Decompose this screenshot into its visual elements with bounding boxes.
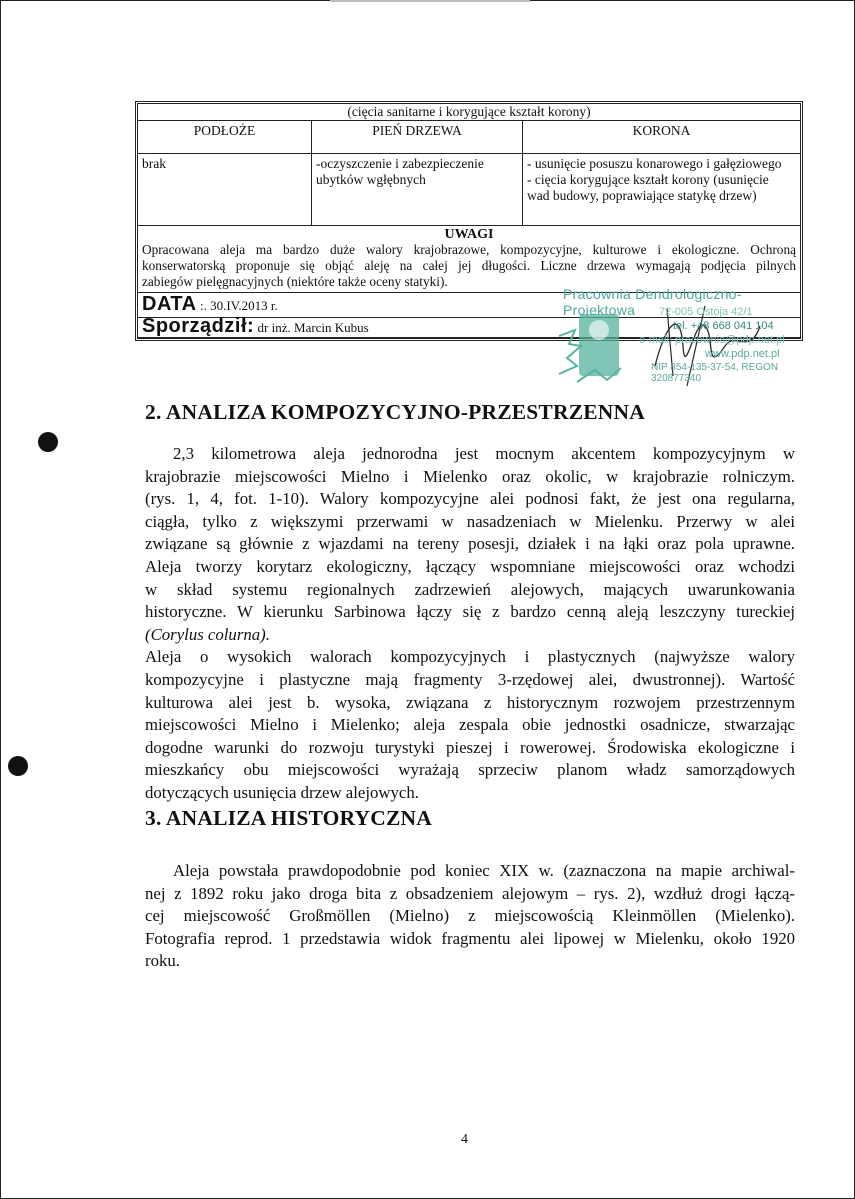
cell-korona [522, 154, 800, 225]
table-columns-row [138, 121, 800, 154]
body-line: miejscowości Mielno i Mielenko; aleja zespala obie jednostki osadnicze, stwarzając [145, 715, 795, 735]
section-3-body [145, 860, 795, 973]
stamp-tax-ids: NIP 854-135-37-54, REGON 320877340 [651, 362, 779, 384]
uwagi-line: konserwatorską proponuje się objąć aleję na całej jej długości. Liczne drzewa wymagają podjęcia pilnych [142, 258, 796, 273]
uwagi-line: zabiegów pielęgnacyjnych (niektóre także oceny statyki). [142, 274, 448, 289]
punch-hole-top [38, 432, 58, 452]
uwagi-title: UWAGI [444, 227, 494, 242]
stamp-email: e-mail: pracownia@pdp.net.pl [639, 334, 785, 346]
col-header-korona: KORONA [522, 121, 800, 153]
body-line: roku. [145, 951, 180, 971]
body-line: Aleja o wysokich walorach kompozycyjnych i plastycznych (najwyższe walory [145, 647, 795, 667]
body-line: cej miejscowość Großmöllen (Mielno) z miejscowością Kleinmöllen (Mielenko). [145, 906, 795, 926]
body-line: kompozycyjne i plastyczne mają fragmenty 3-rzędowej alei, dwustronnej). Wartość [145, 669, 795, 689]
body-line: Fotografia reprod. 1 przedstawia widok fragmentu alei lipowej w Mielenku, około 1920 [145, 928, 795, 948]
body-line: (Corylus colurna). [145, 624, 270, 644]
body-line: Aleja tworzy korytarz ekologiczny, łączący wspomniane miejscowości oraz wchodzi [145, 556, 795, 576]
body-line: dotyczących usunięcia drzew alejowych. [145, 782, 419, 802]
col-header-podloze: PODŁOŻE [193, 123, 256, 138]
body-line: dogodne warunki do rozwoju turystyki pieszej i rowerowej. Środowiska ekologiczne i [145, 737, 795, 757]
stamp-phone: tel. +48 668 041 104 [673, 320, 774, 332]
table-header-text: (cięcia sanitarne i korygujące kształt korony) [347, 104, 591, 119]
author-value: dr inż. Marcin Kubus [257, 320, 369, 335]
page-number: 4 [461, 1132, 468, 1147]
punch-hole-bottom [8, 756, 28, 776]
section-3-heading: 3. ANALIZA HISTORYCZNA [145, 806, 432, 830]
cell-pien: -oczyszczenie i zabezpieczenie ubytków wgłębnych [311, 154, 522, 225]
body-line: mieszkańcy obu miejscowości wyrażają sprzeciw planom władz samorządowych [145, 760, 795, 780]
body-line: historyczne. W kierunku Sarbinowa łączy się z bardzo cenną aleją leszczyny tureckiej [145, 602, 795, 622]
stamp-website: www.pdp.net.pl [705, 348, 780, 360]
author-label: Sporządził: [142, 315, 255, 337]
table-header-row [138, 104, 800, 121]
uwagi-text [138, 242, 800, 290]
korona-line: - cięcia korygujące kształt korony (usunięcie [527, 172, 769, 187]
korona-line: wad budowy, poprawiające statykę drzew) [527, 188, 757, 203]
table-uwagi-row [138, 226, 800, 293]
uwagi-line: Opracowana aleja ma bardzo duże walory krajobrazowe, kompozycyjne, kulturowe i ekologiczne. Ochroną [142, 242, 796, 257]
date-label: DATA [142, 293, 197, 315]
company-stamp [555, 286, 805, 404]
body-line: związane są głównie z wjazdami na tereny posesji, działek i na łąki oraz pola uprawne. [145, 534, 795, 554]
korona-line: - usunięcie posuszu konarowego i gałęziowego [527, 156, 782, 171]
body-line: krajobrazie miejscowości Mielno i Mielenko oraz okolic, w krajobrazie rolniczym. [145, 466, 795, 486]
col-header-pien: PIEŃ DRZEWA [311, 121, 522, 153]
table-body-row [138, 154, 800, 226]
body-line: nej z 1892 roku jako droga bita z obsadzeniem alejowym – rys. 2), wzdłuż drogi łączą- [145, 883, 795, 903]
cell-podloze: brak [142, 156, 166, 171]
date-value: :. 30.IV.2013 r. [199, 298, 278, 313]
section-2-heading: 2. ANALIZA KOMPOZYCYJNO-PRZESTRZENNA [145, 400, 645, 424]
stamp-address: 72-005 Ostoja 42/1 [659, 306, 753, 318]
section-2-body [145, 443, 795, 805]
stamp-company-name: Pracownia Dendrologiczno-Projektowa [563, 286, 742, 318]
body-line: kulturowa alei jest b. wysoka, związana z historycznym rozwojem przestrzennym [145, 692, 795, 712]
body-line: Aleja powstała prawdopodobnie pod koniec XIX w. (zaznaczona na mapie archiwal- [173, 861, 795, 880]
body-line: 2,3 kilometrowa aleja jednorodna jest mocnym akcentem kompozycyjnym w [173, 444, 795, 463]
body-line: w skład systemu regionalnych zadrzewień alejowych, mających uwarunkowania [145, 579, 795, 599]
body-line: ciągła, tylko z większymi przerwami w nasadzeniach w Mielenku. Przerwy w alei [145, 511, 795, 531]
body-line: (rys. 1, 4, fot. 1-10). Walory kompozycyjne alei podnosi fakt, że jest ona regularna, [145, 489, 795, 509]
scan-mark [330, 0, 530, 2]
